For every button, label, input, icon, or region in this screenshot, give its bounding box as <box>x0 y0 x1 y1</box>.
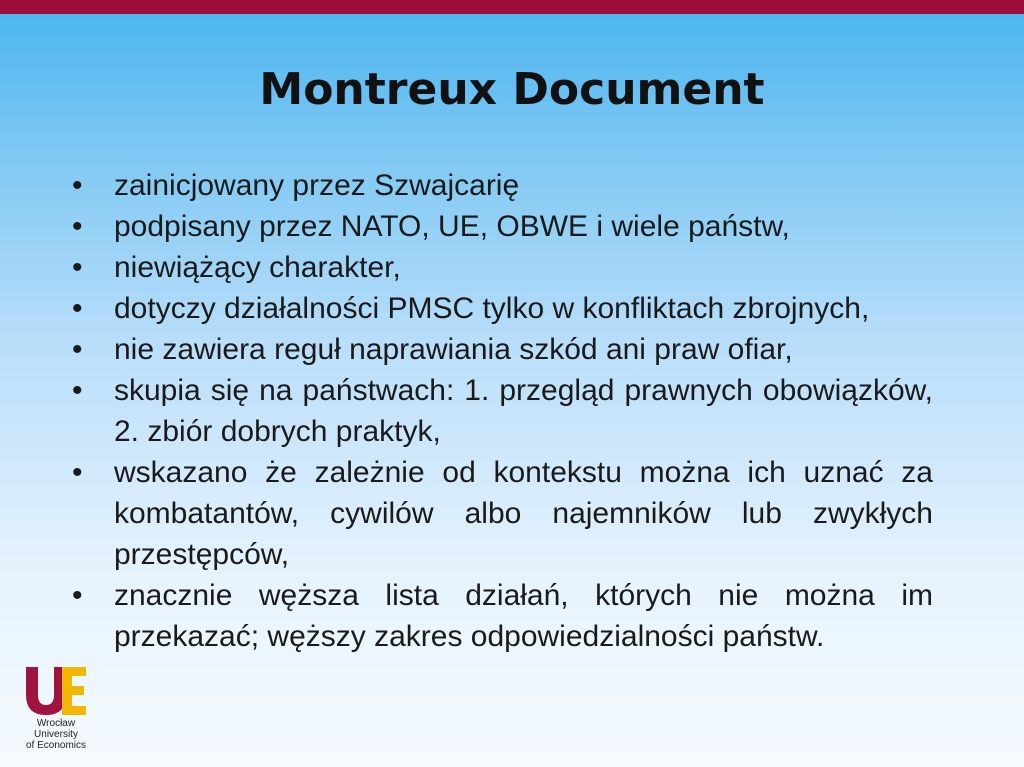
bullet-item: • nie zawiera reguł naprawiania szkód ani praw ofiar, <box>68 329 933 370</box>
bullet-item: • podpisany przez NATO, UE, OBWE i wiele państw, <box>68 206 933 247</box>
university-logo <box>18 663 94 758</box>
bullet-item: • zainicjowany przez Szwajcarię <box>68 165 933 206</box>
logo-line-1: Wrocław <box>36 718 76 729</box>
logo-line-2: University <box>34 729 78 740</box>
top-accent-bar <box>0 0 1024 14</box>
bullet-item: • niewiążący charakter, <box>68 247 933 288</box>
bullet-list <box>68 165 933 657</box>
ue-logo-mark <box>22 663 88 717</box>
bullet-item: • znacznie węższa lista działań, których nie można im przekazać; węższy zakres odpowiedzialności państw. <box>68 575 933 657</box>
logo-caption <box>18 718 94 751</box>
bullet-item: • skupia się na państwach: 1. przegląd prawnych obowiązków, 2. zbiór dobrych praktyk, <box>68 370 933 452</box>
bullet-item: • wskazano że zależnie od kontekstu można ich uznać za kombatantów, cywilów albo najemników lub zwykłych przestępców, <box>68 452 933 575</box>
logo-line-3: of Economics <box>25 740 87 751</box>
bullet-item: • dotyczy działalności PMSC tylko w konfliktach zbrojnych, <box>68 288 933 329</box>
slide-title: Montreux Document <box>259 64 765 115</box>
